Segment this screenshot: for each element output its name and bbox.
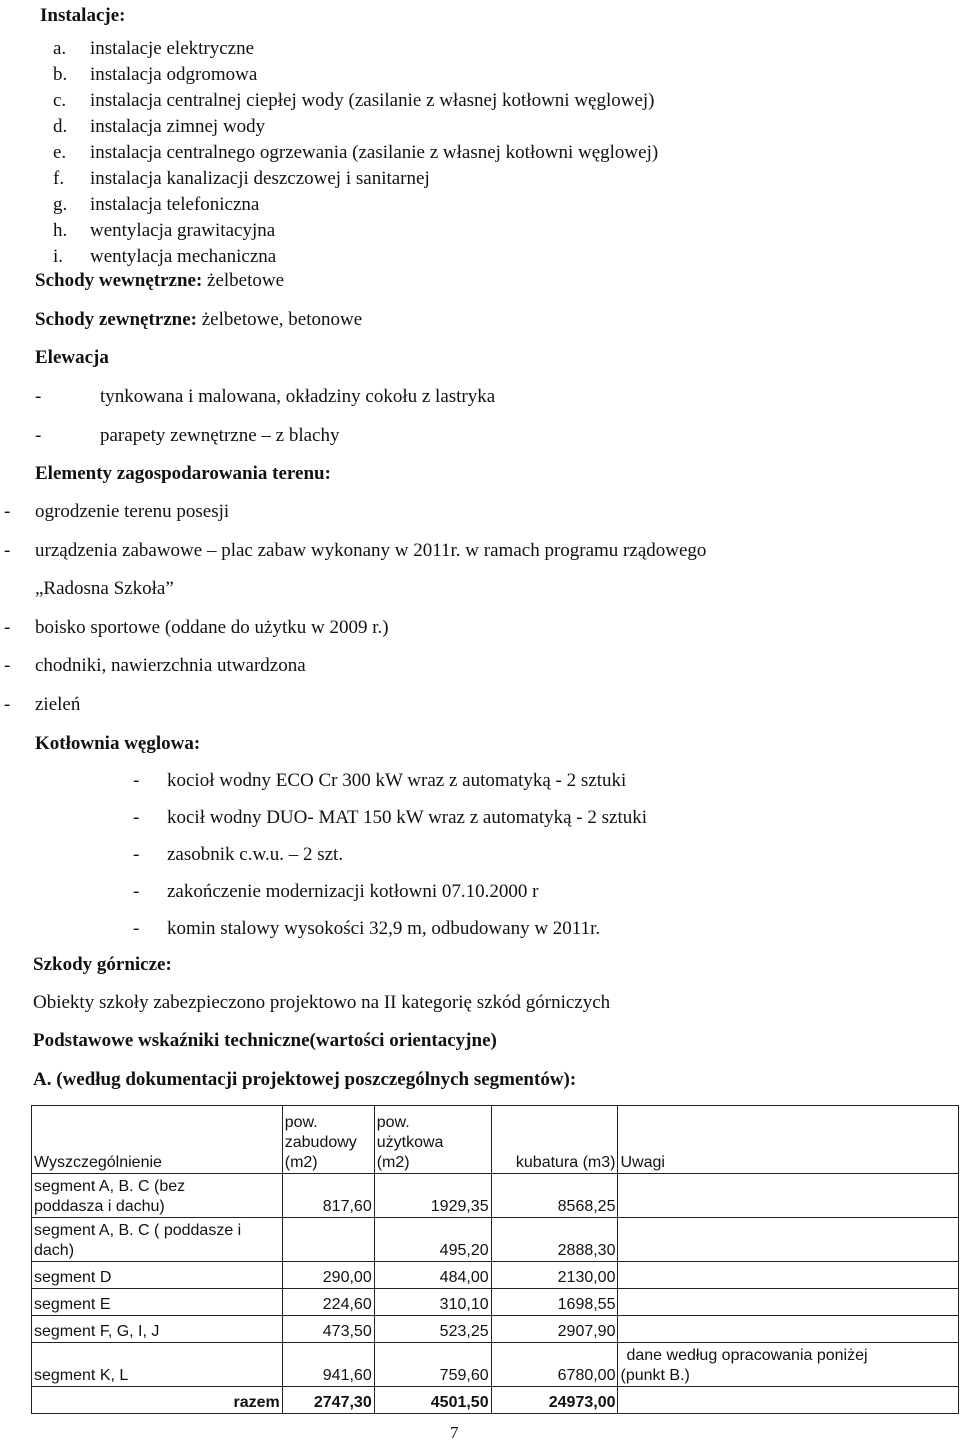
- list-marker: -: [35, 425, 42, 446]
- list-item-text: instalacje elektryczne: [90, 38, 255, 59]
- section-a-heading: A. (według dokumentacji projektowej poszczególnych segmentów):: [33, 1069, 577, 1090]
- row-name: segment E: [32, 1289, 283, 1316]
- row-notes: [618, 1289, 959, 1316]
- row-volume: 2907,90: [491, 1316, 618, 1343]
- list-item-text: instalacja centralnej ciepłej wody (zasilanie z własnej kotłowni węglowej): [90, 90, 655, 111]
- facade-item: parapety zewnętrzne – z blachy: [100, 425, 340, 446]
- row-usable: 1929,35: [374, 1174, 491, 1218]
- row-notes: dane według opracowania poniżej (punkt B.): [618, 1343, 959, 1387]
- list-marker: h.: [53, 220, 68, 241]
- header-name: Wyszczególnienie: [32, 1106, 283, 1174]
- row-volume: 2130,00: [491, 1262, 618, 1289]
- header-notes: Uwagi: [618, 1106, 959, 1174]
- row-usable: 759,60: [374, 1343, 491, 1387]
- list-marker: e.: [53, 142, 67, 163]
- land-item: urządzenia zabawowe – plac zabaw wykonany w 2011r. w ramach programu rządowego: [35, 540, 707, 561]
- list-marker: i.: [53, 246, 64, 267]
- list-marker: -: [133, 770, 140, 791]
- list-item: [53, 195, 67, 214]
- list-marker: b.: [53, 64, 68, 85]
- list-marker: a.: [53, 38, 67, 59]
- table-row: [32, 1343, 959, 1387]
- list-marker: -: [4, 501, 11, 522]
- list-item: [53, 169, 64, 188]
- land-item: chodniki, nawierzchnia utwardzona: [35, 655, 306, 676]
- list-item-text: wentylacja mechaniczna: [90, 246, 277, 267]
- list-marker: -: [4, 655, 11, 676]
- row-volume: 2888,30: [491, 1218, 618, 1262]
- list-item-text: instalacja zimnej wody: [90, 116, 266, 137]
- list-marker: -: [4, 540, 11, 561]
- list-item-text: instalacja centralnego ogrzewania (zasilanie z własnej kotłowni węglowej): [90, 142, 659, 163]
- land-item: zieleń: [35, 694, 81, 715]
- land-item: ogrodzenie terenu posesji: [35, 501, 230, 522]
- row-name: segment K, L: [32, 1343, 283, 1387]
- row-volume: 1698,55: [491, 1289, 618, 1316]
- boiler-item: zasobnik c.w.u. – 2 szt.: [167, 844, 344, 865]
- row-usable: 523,25: [374, 1316, 491, 1343]
- list-marker: -: [133, 844, 140, 865]
- page-number: 7: [450, 1423, 459, 1442]
- list-item: [53, 39, 66, 58]
- total-usable: 4501,50: [374, 1387, 491, 1414]
- list-marker: f.: [53, 168, 65, 189]
- row-notes: [618, 1218, 959, 1262]
- row-volume: 6780,00: [491, 1343, 618, 1387]
- row-name: segment D: [32, 1262, 283, 1289]
- list-marker: -: [35, 386, 42, 407]
- total-notes: [618, 1387, 959, 1414]
- list-item: [53, 91, 66, 110]
- mining-text: Obiekty szkoły zabezpieczono projektowo na II kategorię szkód górniczych: [33, 992, 611, 1013]
- row-name: segment F, G, I, J: [32, 1316, 283, 1343]
- header-volume: kubatura (m3): [491, 1106, 618, 1174]
- row-usable: 310,10: [374, 1289, 491, 1316]
- list-item-text: instalacja odgromowa: [90, 64, 258, 85]
- list-marker: g.: [53, 194, 68, 215]
- section-heading-installations: Instalacje:: [40, 5, 126, 26]
- list-marker: -: [4, 694, 11, 715]
- list-item: [53, 65, 67, 84]
- facade-heading: Elewacja: [35, 347, 109, 368]
- header-usable: pow. użytkowa (m2): [374, 1106, 491, 1174]
- stairs-outer: [35, 310, 362, 329]
- list-marker: c.: [53, 90, 67, 111]
- boiler-item: komin stalowy wysokości 32,9 m, odbudowany w 2011r.: [167, 918, 601, 939]
- list-item: [53, 247, 63, 266]
- row-built: 224,60: [282, 1289, 374, 1316]
- row-built: [282, 1218, 374, 1262]
- boiler-heading: Kotłownia węglowa:: [35, 733, 201, 754]
- total-volume: 24973,00: [491, 1387, 618, 1414]
- row-notes: [618, 1316, 959, 1343]
- row-notes: [618, 1262, 959, 1289]
- stairs-inner: [35, 271, 284, 290]
- land-item: boisko sportowe (oddane do użytku w 2009 r.): [35, 617, 389, 638]
- list-marker: -: [4, 617, 11, 638]
- land-heading: Elementy zagospodarowania terenu:: [35, 463, 331, 484]
- boiler-item: kocioł wodny ECO Cr 300 kW wraz z automatyką - 2 sztuki: [167, 770, 627, 791]
- table-row: [32, 1174, 959, 1218]
- list-marker: d.: [53, 116, 68, 137]
- mining-heading: Szkody górnicze:: [33, 954, 172, 975]
- list-marker: -: [133, 918, 140, 939]
- list-item: [53, 221, 67, 240]
- stairs-inner-value: żelbetowe: [207, 270, 285, 291]
- list-item-text: instalacja telefoniczna: [90, 194, 260, 215]
- indicators-heading: Podstawowe wskaźniki techniczne(wartości orientacyjne): [33, 1030, 497, 1051]
- stairs-inner-label: Schody wewnętrzne:: [35, 270, 203, 291]
- list-item-text: wentylacja grawitacyjna: [90, 220, 276, 241]
- table-total-row: [32, 1387, 959, 1414]
- row-volume: 8568,25: [491, 1174, 618, 1218]
- row-usable: 495,20: [374, 1218, 491, 1262]
- row-usable: 484,00: [374, 1262, 491, 1289]
- stairs-outer-value: żelbetowe, betonowe: [201, 309, 363, 330]
- list-marker: -: [133, 881, 140, 902]
- total-built: 2747,30: [282, 1387, 374, 1414]
- stairs-outer-label: Schody zewnętrzne:: [35, 309, 197, 330]
- land-item: „Radosna Szkoła”: [35, 578, 174, 599]
- header-built: pow. zabudowy (m2): [282, 1106, 374, 1174]
- table-row: [32, 1262, 959, 1289]
- row-notes: [618, 1174, 959, 1218]
- table-row: [32, 1316, 959, 1343]
- table-header-row: [32, 1106, 959, 1174]
- row-built: 817,60: [282, 1174, 374, 1218]
- list-marker: -: [133, 807, 140, 828]
- list-item-text: instalacja kanalizacji deszczowej i sanitarnej: [90, 168, 430, 189]
- indicators-table: [31, 1105, 959, 1414]
- total-label: razem: [32, 1387, 283, 1414]
- boiler-item: kocił wodny DUO- MAT 150 kW wraz z automatyką - 2 sztuki: [167, 807, 648, 828]
- row-built: 473,50: [282, 1316, 374, 1343]
- row-built: 941,60: [282, 1343, 374, 1387]
- row-built: 290,00: [282, 1262, 374, 1289]
- table-row: [32, 1289, 959, 1316]
- table-row: [32, 1218, 959, 1262]
- list-item: [53, 117, 67, 136]
- list-item: [53, 143, 66, 162]
- row-name: segment A, B. C ( poddasze i dach): [32, 1218, 283, 1262]
- row-name: segment A, B. C (bez poddasza i dachu): [32, 1174, 283, 1218]
- boiler-item: zakończenie modernizacji kotłowni 07.10.2000 r: [167, 881, 539, 902]
- facade-item: tynkowana i malowana, okładziny cokołu z lastryka: [100, 386, 496, 407]
